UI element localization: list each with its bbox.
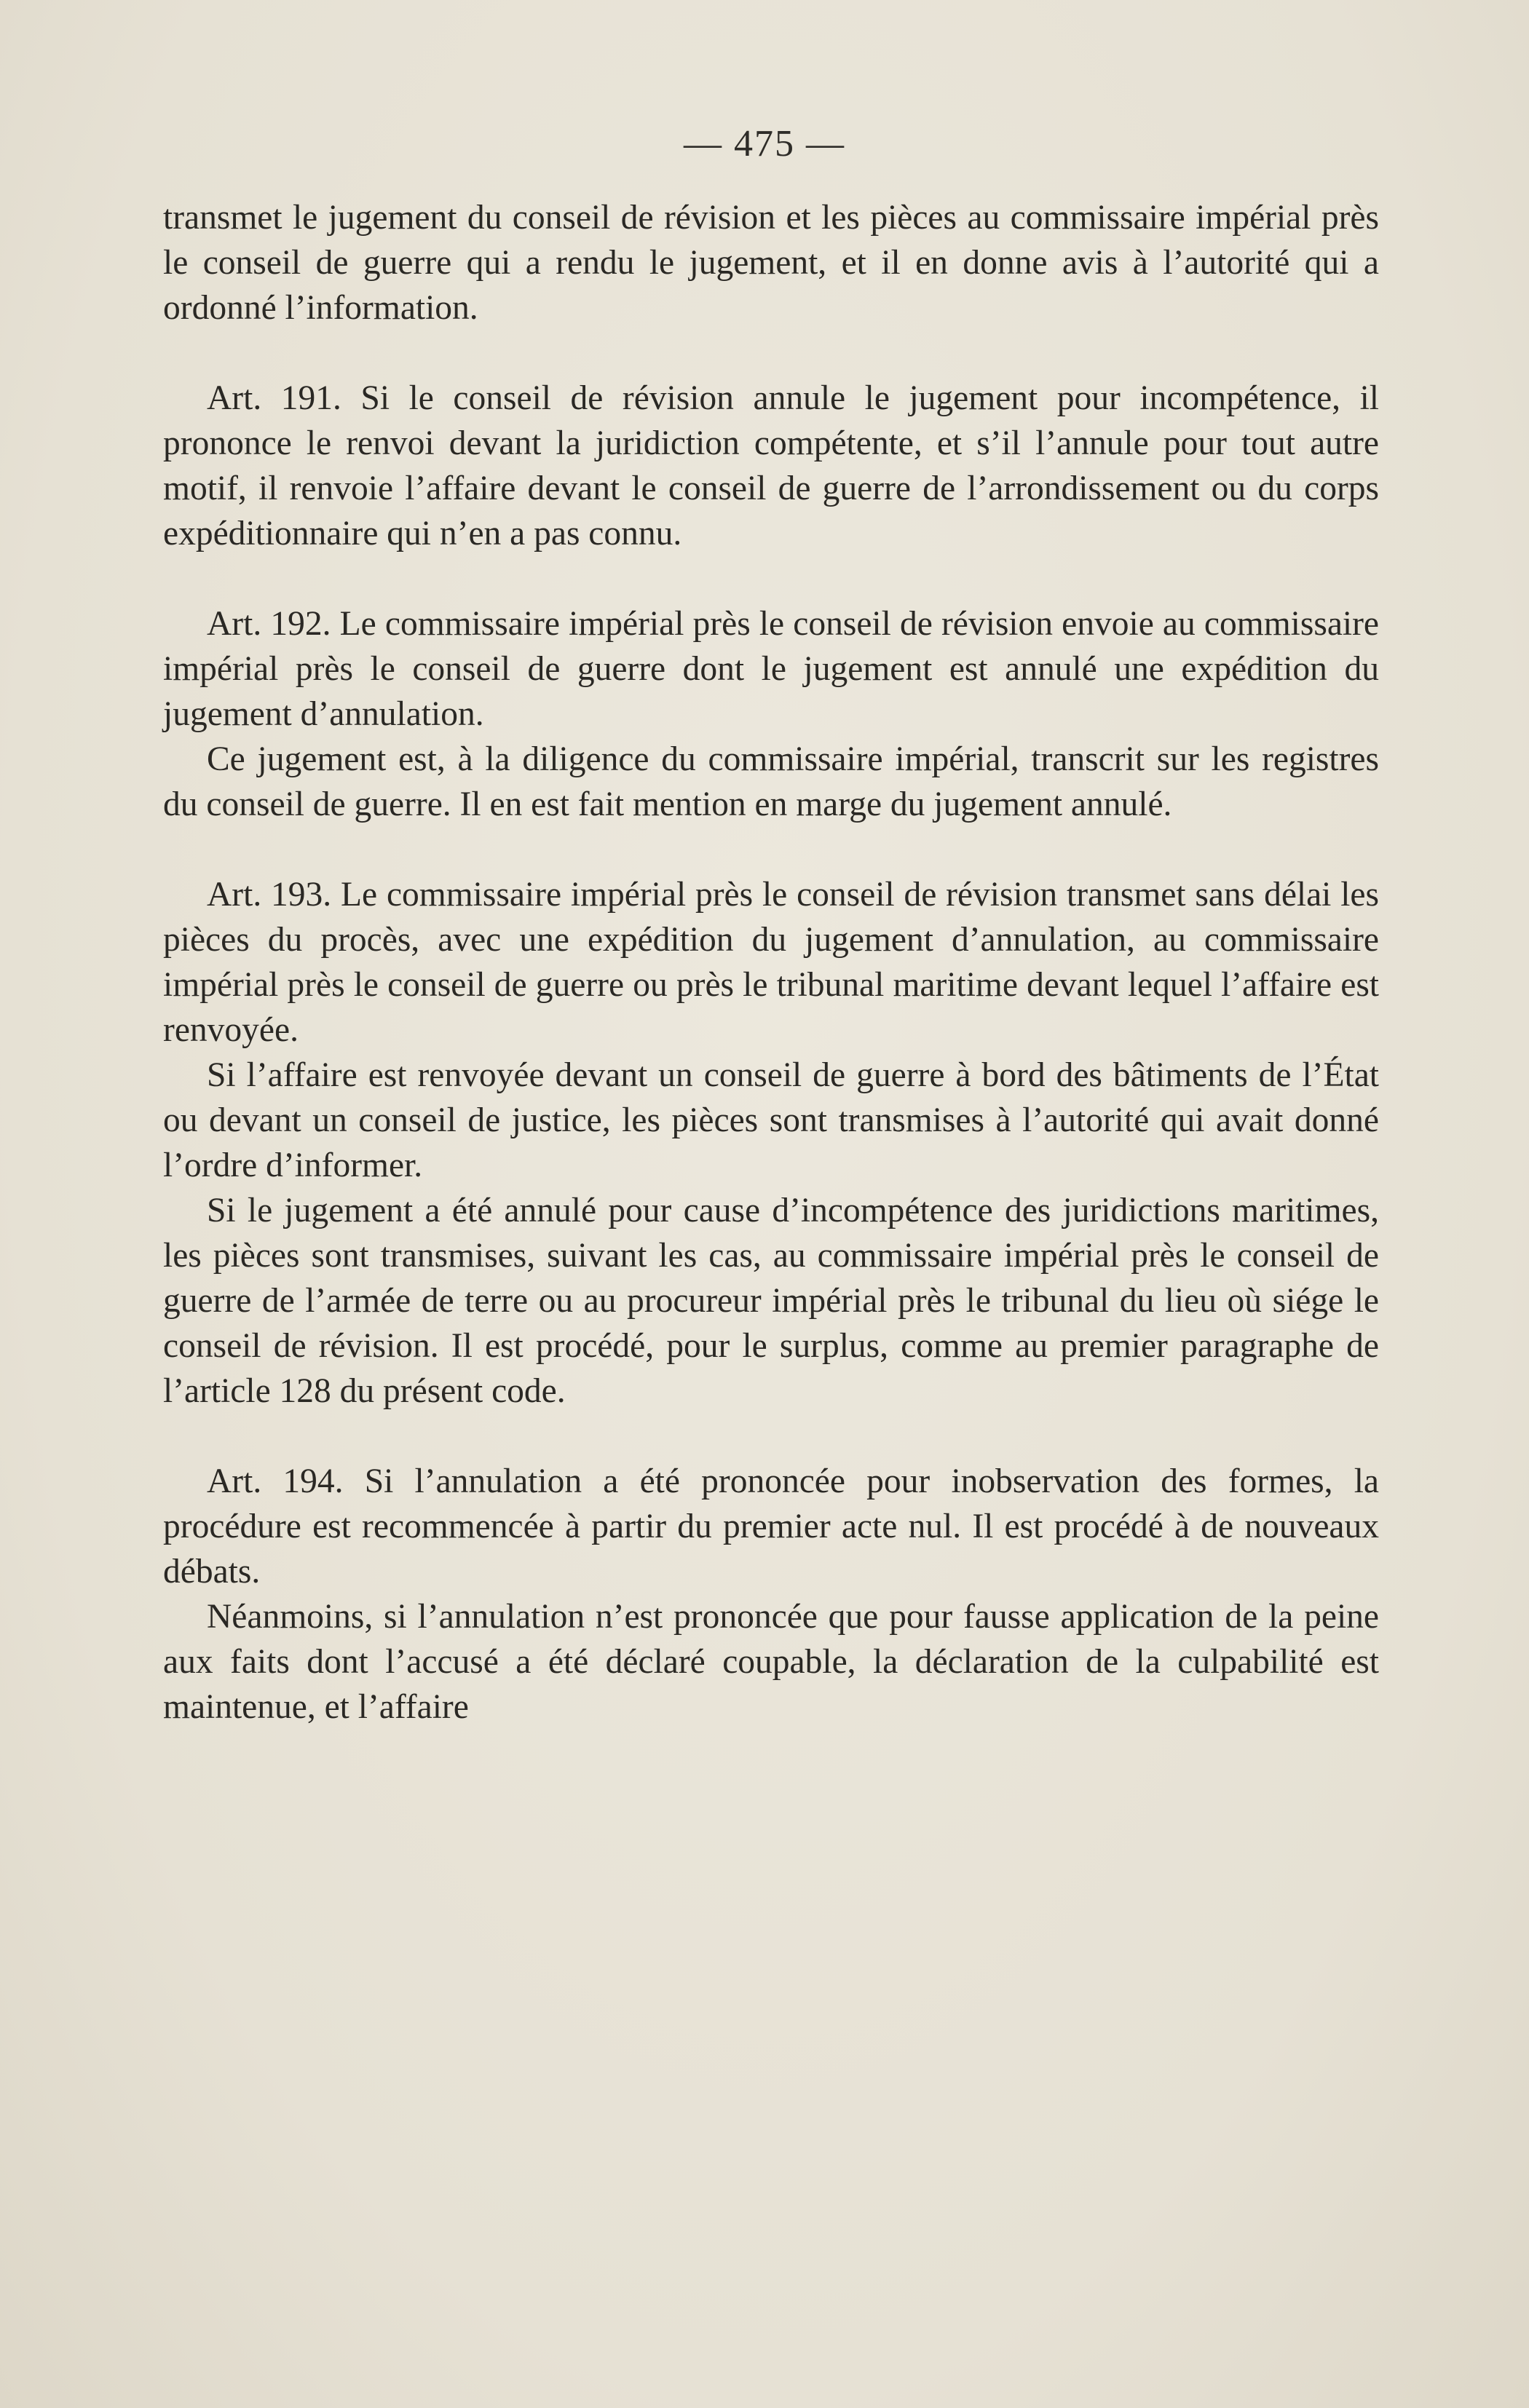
paragraph-continuation: transmet le jugement du conseil de révision et les pièces au commissaire impérial près le conseil de guerre qui a rendu le jugement, et il en donne avis à l’autorité qui a ordonné l’information. [163, 199, 1379, 327]
article-194: Art. 194. Si l’annulation a été prononcée pour inobservation des formes, la procédure est recommencée à partir du premier acte nul. Il est procédé à de nouveaux débats. [163, 1462, 1379, 1591]
article-191: Art. 191. Si le conseil de révision annule le jugement pour incompétence, il prononce le renvoi devant la juridiction compétente, et s’il l’annule pour tout autre motif, il renvoie l’affaire devant le conseil de guerre de l’arrondissement ou du corps expéditionnaire qui n’en a pas connu. [163, 379, 1379, 553]
article-193-paragraph-2: Si l’affaire est renvoyée devant un conseil de guerre à bord des bâtiments de l’État ou devant un conseil de justice, les pièces sont transmises à l’autorité qui avait donné l’ordre d’informer. [163, 1056, 1379, 1184]
body-text [163, 195, 1379, 1730]
article-193: Art. 193. Le commissaire impérial près le conseil de révision transmet sans délai les pièces du procès, avec une expédition du jugement d’annulation, au commissaire impérial près le conseil de guerre ou près le tribunal maritime devant lequel l’affaire est renvoyée. [163, 876, 1379, 1049]
article-193-paragraph-3: Si le jugement a été annulé pour cause d’incompétence des juridictions maritimes, les pièces sont transmises, suivant les cas, au commissaire impérial près le conseil de guerre de l’armée de terre ou au procureur impérial près le tribunal du lieu où siége le conseil de révision. Il est procédé, pour le surplus, comme au premier paragraphe de l’article 128 du présent code. [163, 1192, 1379, 1410]
page-number: — 475 — [684, 123, 845, 165]
article-194-paragraph-2: Néanmoins, si l’annulation n’est prononcée que pour fausse application de la peine aux faits dont l’accusé a été déclaré coupable, la déclaration de la culpabilité est maintenue, et l’affaire [163, 1598, 1379, 1726]
article-192: Art. 192. Le commissaire impérial près le conseil de révision envoie au commissaire impérial près le conseil de guerre dont le jugement est annulé une expédition du jugement d’annulation. [163, 605, 1379, 733]
article-192-paragraph-2: Ce jugement est, à la diligence du commissaire impérial, transcrit sur les registres du conseil de guerre. Il en est fait mention en marge du jugement annulé. [163, 740, 1379, 823]
